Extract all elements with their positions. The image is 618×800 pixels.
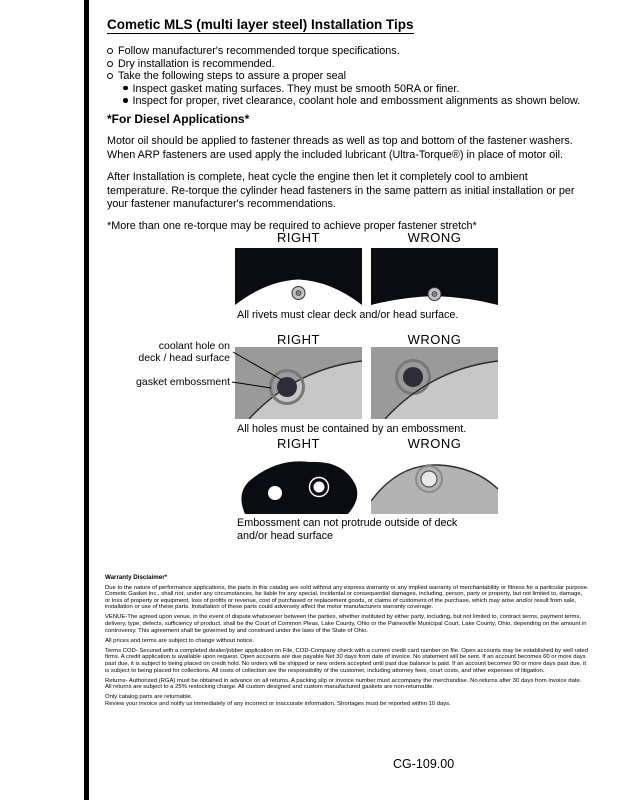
coolant-hole-callout-line1: coolant hole on [158,340,230,352]
warranty-paragraph: All prices and terms are subject to change without notice. [105,637,254,644]
circle-bullet-icon [107,48,113,54]
diagram-rivet-right [235,248,362,305]
sub-list-item [123,83,580,96]
circle-bullet-icon [107,61,113,67]
warranty-paragraph: Only catalog parts are returnable. [105,694,193,701]
page-code: CG-109.00 [393,757,455,771]
warranty-heading: Warranty Disclaimer* [105,574,168,581]
diagram-embossment-right [235,347,362,419]
row2-caption: All holes must be contained by an embossment. [237,423,467,435]
list-item-text: Dry installation is recommended. [118,57,275,70]
row1-caption: All rivets must clear deck and/or head surface. [237,309,459,321]
row2-wrong-label: WRONG [407,332,462,347]
row3-wrong-label: WRONG [407,436,462,451]
circle-bullet-icon [107,73,113,79]
list-item [107,45,580,58]
row2-right-label: RIGHT [277,332,320,347]
diesel-heading: *For Diesel Applications* [107,112,250,126]
diagram-rivet-wrong [371,248,498,305]
diesel-applications-section [107,113,591,243]
diesel-paragraph-2: After Installation is complete, heat cycle the engine then let it completely cool to ambient temperature. Re-torque the cylinder head fasteners in the same pattern as initial installation or per your fastener manufacturer's recommendations. [107,171,575,211]
left-margin-rule [84,0,89,800]
sub-list-item-text: Inspect gasket mating surfaces. They must be smooth 50RA or finer. [132,82,460,95]
row1-wrong-label: WRONG [407,230,462,245]
list-item-text: Follow manufacturer's recommended torque specifications. [118,45,400,57]
warranty-disclaimer-section [105,575,589,711]
coolant-hole-callout-line2: deck / head surface [138,352,230,364]
row3-caption-line1: Embossment can not protrude outside of deck [237,517,458,529]
dot-bullet-icon [123,86,128,91]
warranty-paragraph: Due to the nature of performance applications, the parts in this catalog are sold without any express warranty or any implied warranty of merchantability or fitness for a particular purpose. Cometic Gasket Inc., shall not, under any circumstances, be liable for any special, incidental or consequential damages, including, person, party or property, but not limited to, damage, or loss of property or equipment, loss of profits or revenue, cost of purchased or replacement goods, or claims of customers of the purchase, which may arise and/or result from sale, installation or use of these parts. Installation of these parts could adversely affect the motor manufacturers warranty coverage. [105,584,589,611]
page-title [107,17,414,32]
warranty-paragraph: Review your invoice and notify us immediately of any incorrect or inaccurate information. Shortages must be reported within 10 days. [105,701,451,707]
retorque-note: *More than one re-torque may be required to achieve proper fastener stretch* [107,220,477,233]
warranty-paragraph: Terms COD- Secured with a completed dealer/jobber application on File, COD-Company check with a current credit card number on file. Open accounts may be established by well rated firms. A credit application is available upon request. Open accounts are due payable Net 30 days from date of invoice. No statement will be sent. If an account becomes 60 or more days past due, it is subject to being placed on credit hold. No orders will be shipped or new orders accepted until past due balance is paid. If an account becomes 90 or more days past due, it is subject to being placed for collections. All costs of collection are the responsibility of the customer, including attorney fees, court costs, and other expenses of litigation. [105,647,588,674]
warranty-paragraph: VENUE-The agreed upon venue, in the event of dispute whatsoever between the parties, whether instituted by either party, including, but not limited to, contract terms, payment terms, delivery, type, defects, sufficiency of product, shall be the Court of Common Pleas, Lake County, Ohio or the Painesville Municipal Court, Lake County, Ohio, depending on the amount in controversy. This agreement shall be governed by and construed under the laws of the State of Ohio. [105,614,587,634]
row1-right-label: RIGHT [277,230,320,245]
page-title-text: Cometic MLS (multi layer steel) Installation Tips [107,17,414,32]
diagram-protrusion-right [235,451,362,514]
list-item [107,70,580,83]
sub-list-item-text: Inspect for proper, rivet clearance, coolant hole and embossment alignments as shown below. [132,95,581,108]
row3-right-label: RIGHT [277,436,320,451]
dot-bullet-icon [123,98,128,103]
diagram-protrusion-wrong [371,451,498,514]
row3-caption [237,517,457,543]
sub-list-item [123,95,580,108]
warranty-paragraph: Returns- Authorized (RGA) must be obtained in advance on all returns. A packing slip or invoice number must accompany the merchandise. No returns after 30 days from invoice date. All returns are subject to a 25% restocking charge. All custom designed and custom manufactured gaskets are non-returnable. [105,677,582,691]
coolant-hole-callout [112,340,230,364]
list-item [107,58,580,71]
row3-caption-line2: and/or head surface [237,530,334,542]
gasket-embossment-callout [104,376,230,388]
diesel-paragraph-1: Motor oil should be applied to fastener threads as well as top and bottom of the fastener washers. When ARP fasteners are used apply the included lubricant (Ultra-Torque®) in place of motor oil. [107,135,573,161]
installation-tips-list [107,45,580,108]
list-item-text: Take the following steps to assure a proper seal [118,70,347,83]
gasket-embossment-callout-text: gasket embossment [136,376,230,388]
diagram-embossment-wrong [371,347,498,419]
